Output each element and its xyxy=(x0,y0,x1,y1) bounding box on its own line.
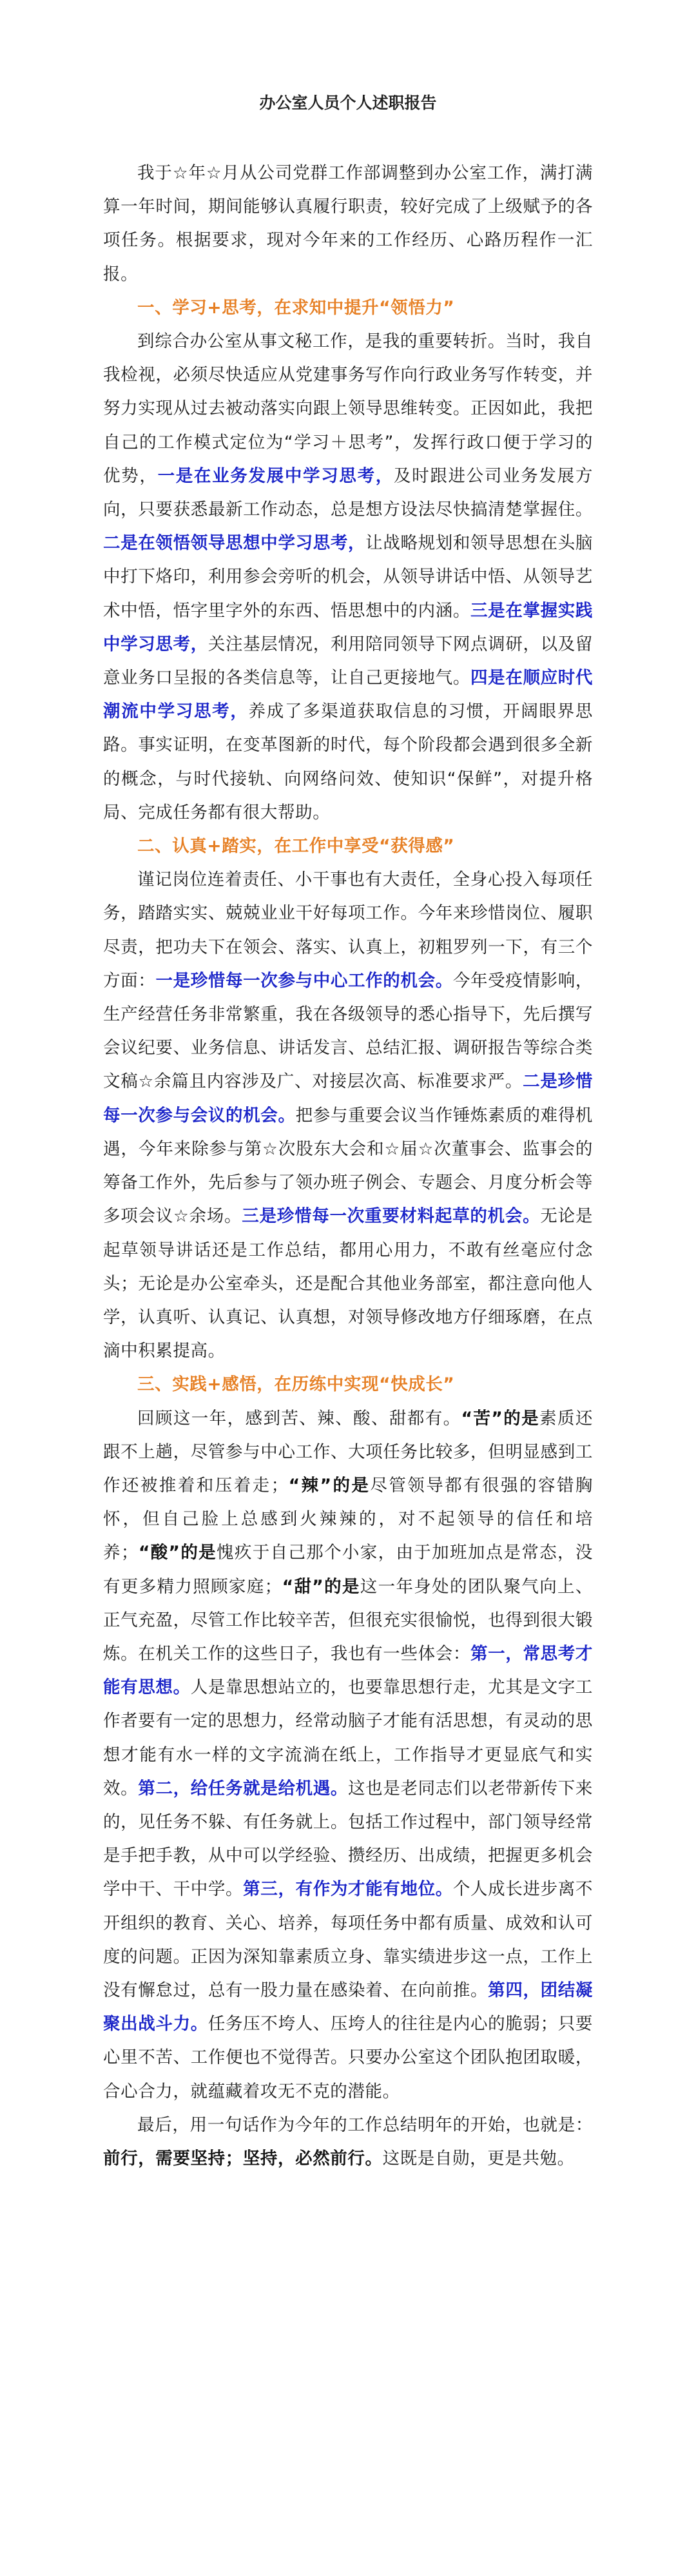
s3-text-1: 回顾这一年，感到苦、辣、酸、甜都有。 xyxy=(137,1408,461,1429)
s3-text-8: 个人成长进步离不开组织的教育、关心、培养，每项任务中都有质量、成效和认可度的问题。正因为深知靠素质立身、靠实绩进步这一点，工作上没有懈怠过，总有一股力量在感染着、在向前推。 xyxy=(103,1879,593,2000)
s2-text-4: 无论是起草领导讲话还是工作总结，都用心用力，不敢有丝毫应付念头；无论是办公室牵头，还是配合其他业务部室，都注意向他人学，认真听、认真记、认真想，对领导修改地方仔细琢磨，在点滴中积累提高。 xyxy=(103,1206,593,1361)
s1-point-2: 二是在领悟领导思想中学习思考， xyxy=(103,533,366,554)
s2-text-2: 今年受疫情影响，生产经营任务非常繁重，我在各级领导的悉心指导下，先后撰写会议纪要、业务信息、讲话发言、总结汇报、调研报告等综合类文稿☆余篇且内容涉及广、对接层次高、标准要求严。 xyxy=(103,970,593,1092)
s3-text-5: 这一年身处的团队聚气向上、正气充盈，尽管工作比较辛苦，但很充实很愉悦，也得到很大锻炼。在机关工作的这些日子，我也有一些体会： xyxy=(103,1576,593,1664)
section-2-heading xyxy=(103,830,593,863)
s2-text-3: 把参与重要会议当作锤炼素质的难得机遇，今年来除参与第☆次股东大会和☆届☆次董事会、监事会的筹备工作外，先后参与了领办班子例会、专题会、月度分析会等多项会议☆余场。 xyxy=(103,1105,593,1227)
s3-key-1: “苦”的是 xyxy=(461,1408,540,1429)
intro-text: 我于☆年☆月从公司党群工作部调整到办公室工作，满打满算一年时间，期间能够认真履行职责，较好完成了上级赋予的各项任务。根据要求，现对今年来的工作经历、心路历程作一汇报。 xyxy=(103,163,593,284)
s1-text-1: 到综合办公室从事文秘工作，是我的重要转折。当时，我自我检视，必须尽快适应从党建事务写作向行政业务写作转变，并努力实现从过去被动落实向跟上领导思维转变。正因如此，我把自己的工作模式定位为“学习＋思考”，发挥行政口便于学习的优势， xyxy=(103,331,593,486)
s1-point-1: 一是在业务发展中学习思考， xyxy=(157,465,394,486)
page-title: 办公室人员个人述职报告 xyxy=(259,93,437,112)
section-1-paragraph xyxy=(103,325,593,830)
section-1-heading-text: 一、学习+思考，在求知中提升“领悟力” xyxy=(137,297,455,318)
s1-text-4: 关注基层情况，利用陪同领导下网点调研，以及留意业务口呈报的各类信息等，让自己更接地气。 xyxy=(103,634,593,688)
document-body xyxy=(103,157,593,2176)
s3-text-2: 素质还跟不上趟，尽管参与中心工作、大项任务比较多，但明显感到工作还被推着和压着走； xyxy=(103,1408,593,1496)
s3-key-3: “酸”的是 xyxy=(138,1543,217,1563)
s1-point-3: 三是在掌握实践中学习思考， xyxy=(103,600,593,654)
s2-point-2: 二是珍惜每一次参与会议的机会。 xyxy=(103,1071,593,1126)
s3-point-4: 第四，团结凝聚出战斗力。 xyxy=(103,1980,593,2034)
s1-point-4: 四是在顺应时代潮流中学习思考， xyxy=(103,668,593,722)
s3-key-2: “辣”的是 xyxy=(288,1475,371,1496)
closing-text-2: 这既是自勋，更是共勉。 xyxy=(382,2148,575,2169)
s3-point-2: 第二，给任务就是给机遇。 xyxy=(138,1778,349,1799)
s3-text-3: 尽管领导都有很强的容错胸怀，但自己脸上总感到火辣辣的，对不起领导的信任和培养； xyxy=(103,1475,593,1563)
s1-text-2: 及时跟进公司业务发展方向，只要获悉最新工作动态，总是想方设法尽快搞清楚掌握住。 xyxy=(103,465,593,520)
section-2-heading-text: 二、认真+踏实，在工作中享受“获得感” xyxy=(137,836,455,857)
s2-text-1: 谨记岗位连着责任、小干事也有大责任，全身心投入每项任务，踏踏实实、兢兢业业干好每项工作。今年来珍惜岗位、履职尽责，把功夫下在领会、落实、认真上，初粗罗列一下，有三个方面： xyxy=(103,870,593,991)
section-2-paragraph xyxy=(103,863,593,1368)
closing-paragraph xyxy=(103,2109,593,2176)
s1-text-3: 让战略规划和领导思想在头脑中打下烙印，利用参会旁听的机会，从领导讲话中悟、从领导艺术中悟，悟字里字外的东西、悟思想中的内涵。 xyxy=(103,533,593,621)
closing-key: 前行，需要坚持；坚持，必然前行。 xyxy=(103,2148,383,2169)
s1-text-5: 养成了多渠道获取信息的习惯，开阔眼界思路。事实证明，在变革图新的时代，每个阶段都会遇到很多全新的概念，与时代接轨、向网络问效、使知识“保鲜”，对提升格局、完成任务都有很大帮助。 xyxy=(103,701,593,823)
s3-point-1: 第一，常思考才能有思想。 xyxy=(103,1643,593,1698)
s2-point-3: 三是珍惜每一次重要材料起草的机会。 xyxy=(242,1206,541,1227)
section-3-heading xyxy=(103,1368,593,1401)
s3-text-4: 愧疚于自己那个小家，由于加班加点是常态，没有更多精力照顾家庭； xyxy=(103,1543,593,1597)
s3-text-9: 任务压不垮人、压垮人的往往是内心的脆弱；只要心里不苦、工作便也不觉得苦。只要办公室这个团队抱团取暖，合心合力，就蕴藏着攻无不克的潜能。 xyxy=(103,2014,593,2102)
section-3-heading-text: 三、实践+感悟，在历练中实现“快成长” xyxy=(137,1374,455,1395)
s3-text-7: 这也是老同志们以老带新传下来的，见任务不躲、有任务就上。包括工作过程中，部门领导经常是手把手教，从中可以学经验、攒经历、出成绩，把握更多机会学中干、干中学。 xyxy=(103,1778,594,1900)
section-1-heading xyxy=(103,291,593,325)
section-3-paragraph xyxy=(103,1402,593,2109)
s3-text-6: 人是靠思想站立的，也要靠思想行走，尤其是文字工作者要有一定的思想力，经常动脑子才能有活思想，有灵动的思想才能有水一样的文字流淌在纸上，工作指导才更显底气和实效。 xyxy=(103,1677,594,1799)
s3-point-3: 第三，有作为才能有地位。 xyxy=(243,1879,453,1900)
s3-key-4: “甜”的是 xyxy=(282,1576,360,1597)
intro-paragraph xyxy=(103,157,593,291)
closing-text-1: 最后，用一句话作为今年的工作总结明年的开始，也就是： xyxy=(137,2114,593,2135)
s2-point-1: 一是珍惜每一次参与中心工作的机会。 xyxy=(155,970,453,991)
